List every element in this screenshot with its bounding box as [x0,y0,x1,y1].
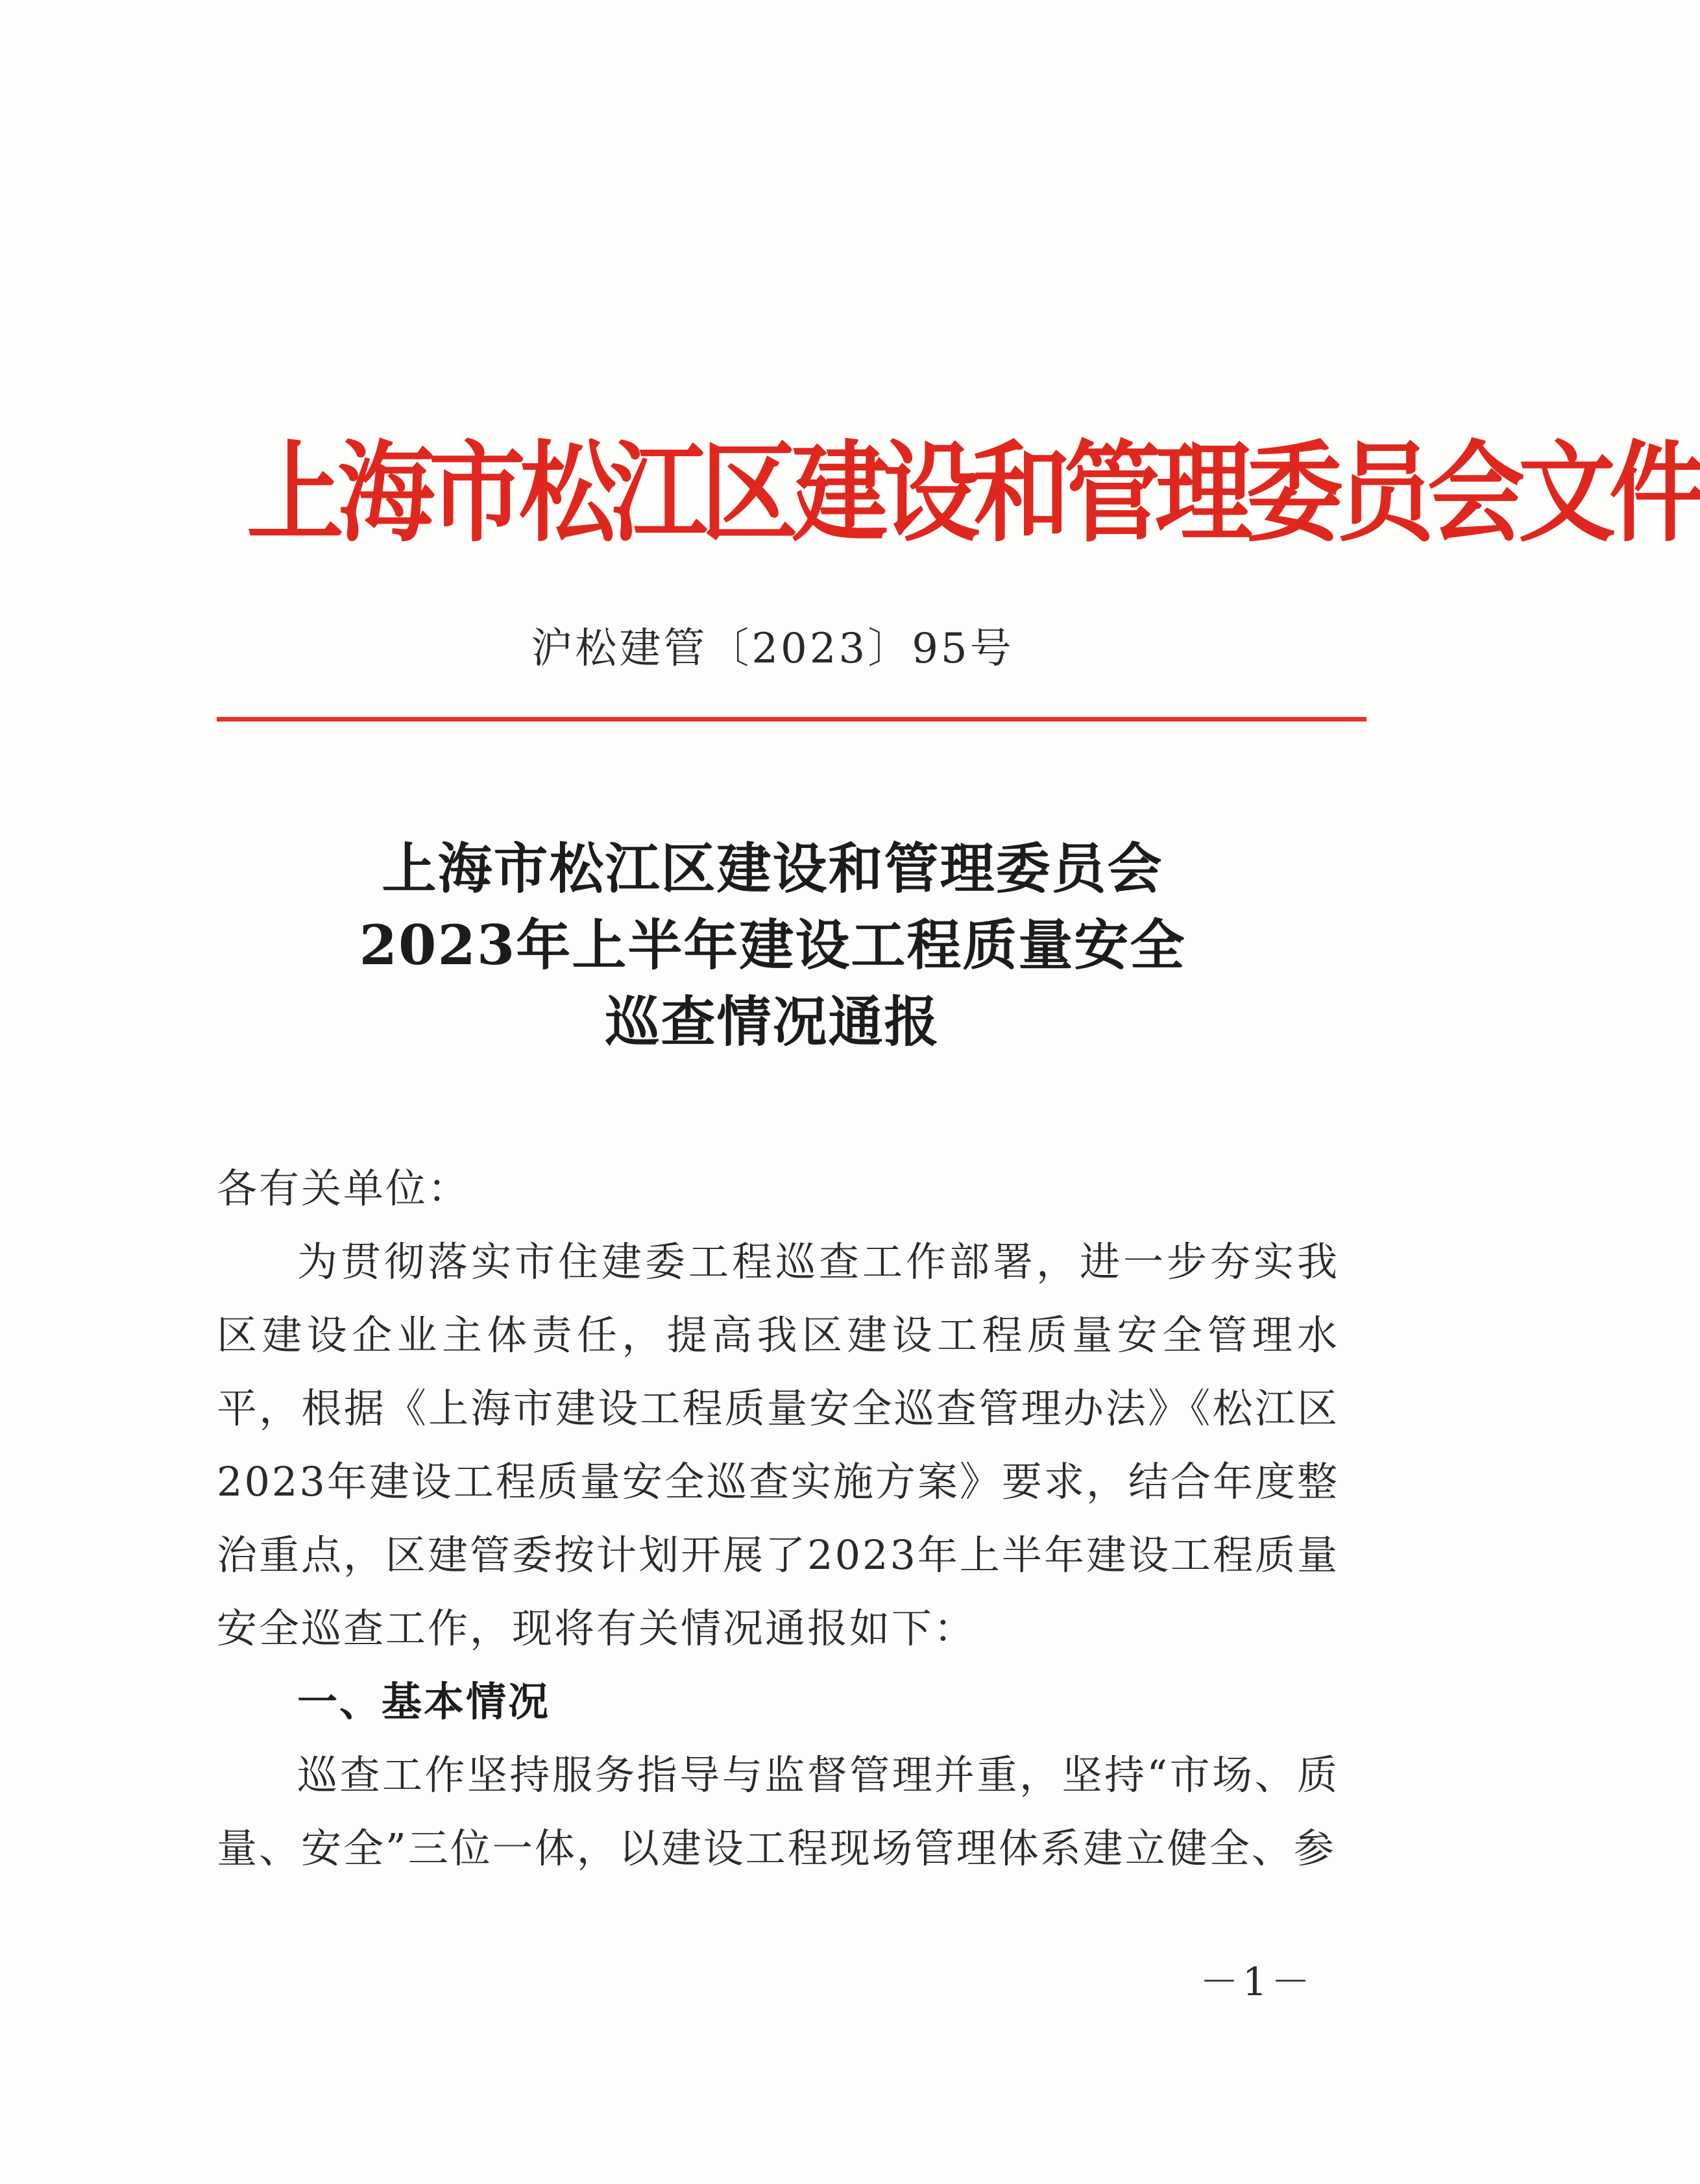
salutation: 各有关单位： [217,1165,470,1212]
intro-paragraph: 为贯彻落实市住建委工程巡查工作部署，进一步夯实我区建设企业主体责任，提高我区建设工程质量安全管理水平，根据《上海市建设工程质量安全巡查管理办法》《松江区2023年建设工程质量安全巡查实施方案》要求，结合年度整治重点，区建管委按计划开展了2023年上半年建设工程质量安全巡查工作，现将有关情况通报如下： [217,1238,1339,1652]
document-title [0,831,1545,1060]
title-line-3: 巡查情况通报 [605,989,940,1054]
letterhead-issuer-title: 上海市松江区建设和管理委员会文件 [247,429,1700,557]
page-number: －1－ [1199,1960,1314,2005]
document-body [217,1152,1339,1885]
section-1-heading: 一、基本情况 [297,1678,551,1725]
document-number: 沪松建管〔2023〕95号 [531,625,1014,673]
title-line-2: 2023年上半年建设工程质量安全 [359,913,1186,977]
section-1-paragraph: 巡查工作坚持服务指导与监督管理并重，坚持“市场、质量、安全”三位一体，以建设工程现场管理体系建立健全、参 [217,1751,1339,1872]
red-separator-line [217,717,1366,722]
title-line-1: 上海市松江区建设和管理委员会 [382,836,1163,901]
